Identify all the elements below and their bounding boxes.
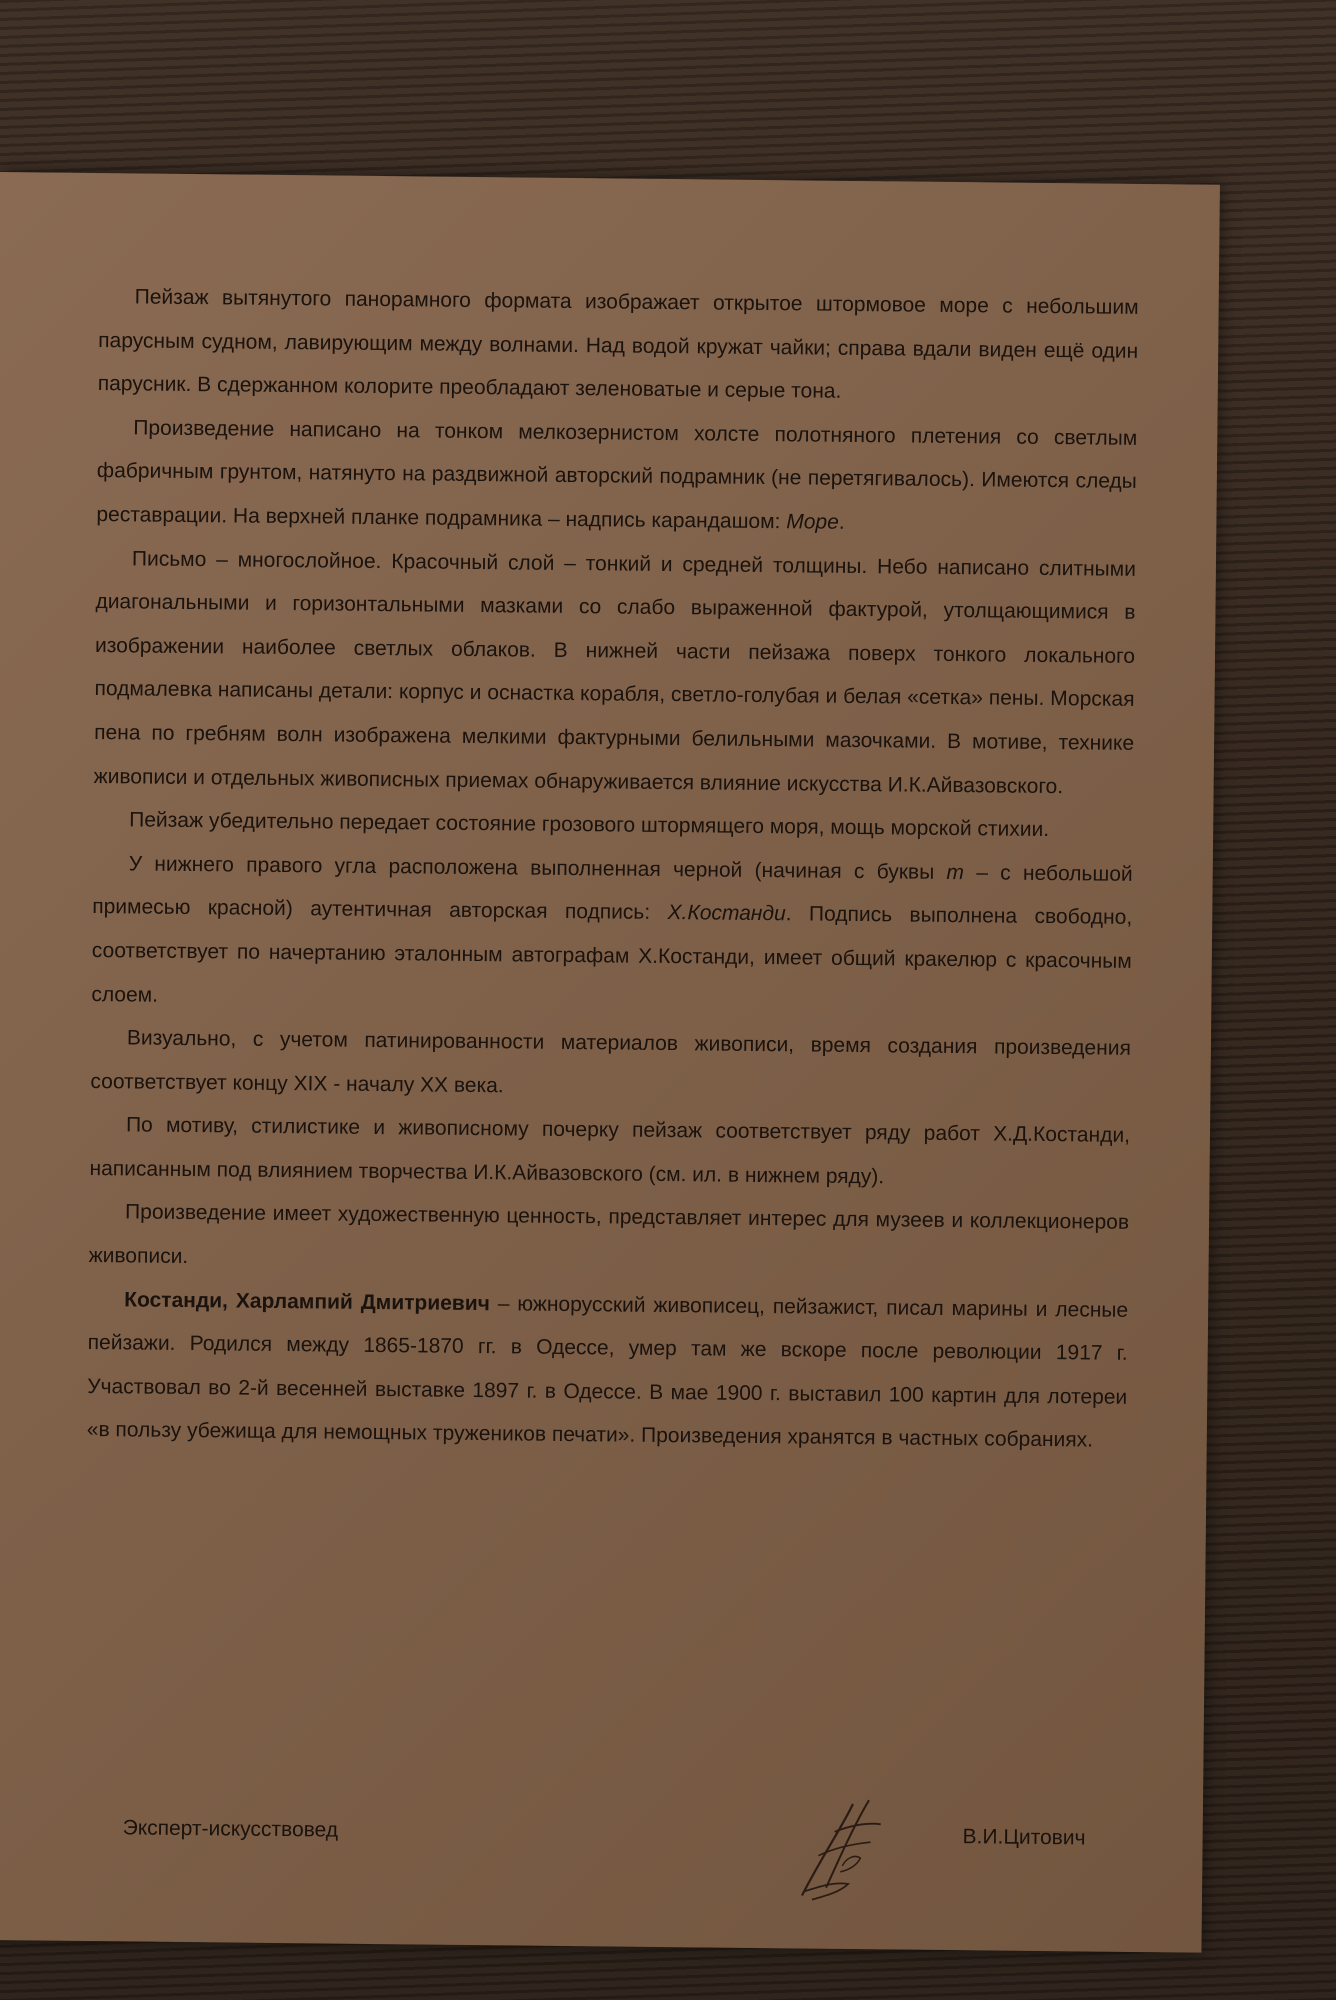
paragraph-dating bbox=[90, 1016, 1131, 1114]
letter-text: т bbox=[946, 860, 965, 884]
paragraph-text: Письмо – многослойное. Красочный слой – тонкий и средней толщины. Небо написано слитными диагональными и горизонтальными мазками со слабо выраженной фактурой, утолщающимися в изображении наиболее светлых облаков. В нижней части пейзажа поверх тонкого локального подмалевка написаны детали: корпус и оснастка корабля, светло-голубая и белая «сетка» пены. Морская пена по гребням волн изображена мелкими фактурными белильными мазочками. В мотиве, технике живописи и отдельных живописных приемах обнаруживается влияние искусства И.К.Айвазовского. bbox=[93, 546, 1137, 798]
paragraph-text-end: . Подпись выполнена свободно, соответствует по начертанию эталонным автографам Х.Костанди, имеет общий кракелюр с красочным слоем. bbox=[91, 902, 1133, 1007]
paragraph-text-middle: – с небольшой примесью красной) аутентичная авторская подпись: bbox=[92, 860, 1133, 925]
author-signature-text: Х.Костанди bbox=[667, 901, 786, 926]
paragraph-text: – южнорусский живописец, пейзажист, писал марины и лесные пейзажи. Родился между 1865-1870 гг. в Одессе, умер там же вскоре после революции 1917 г. Участвовал во 2-й весенней выставке 1897 г. в Одессе. В мае 1900 г. выставил 100 картин для лотереи «в пользу убежища для немощных тружеников печати». Произведения хранятся в частных собраниях. bbox=[86, 1291, 1129, 1452]
paragraph-text: У нижнего правого угла расположена выполненная черной (начиная с буквы bbox=[128, 852, 947, 884]
paragraph-description bbox=[98, 275, 1139, 417]
paragraph-technique bbox=[93, 537, 1136, 809]
document-footer bbox=[122, 1816, 1123, 1906]
document-body bbox=[87, 275, 1139, 1463]
paragraph-canvas bbox=[96, 406, 1137, 548]
paragraph-attribution bbox=[89, 1103, 1130, 1201]
paragraph-text: Произведение имеет художественную ценность, представляет интерес для музеев и коллекционеров живописи. bbox=[88, 1200, 1130, 1269]
paragraph-biography bbox=[87, 1278, 1129, 1463]
paragraph-value bbox=[88, 1190, 1129, 1288]
paragraph-text: Пейзаж убедительно передает состояние грозового штормящего моря, мощь морской стихии. bbox=[129, 808, 1050, 842]
handwritten-signature-icon bbox=[782, 1795, 893, 1906]
paragraph-text: Произведение написано на тонком мелкозернистом холсте полотняного плетения со светлым фабричным грунтом, натянуто на раздвижной авторский подрамник (не перетягивалось). Имеются следы реставрации. На верхней планке подрамника – надпись карандашом: bbox=[96, 416, 1138, 534]
document-sheet bbox=[0, 172, 1220, 1953]
expert-name: В.И.Цитович bbox=[962, 1825, 1086, 1850]
paragraph-text: Пейзаж вытянутого панорамного формата изображает открытое штормовое море с небольшим парусным судном, лавирующим между волнами. Над водой кружат чайки; справа вдали виден ещё один парусник. В сдержанном колорите преобладают зеленоватые и серые тона. bbox=[97, 285, 1139, 404]
artist-name: Костанди, Харлампий Дмитриевич bbox=[124, 1288, 491, 1315]
paragraph-text: По мотиву, стилистике и живописному почерку пейзаж соответствует ряду работ Х.Д.Костанди, написанным под влиянием творчества И.К.Айвазовского (см. ил. в нижнем ряду). bbox=[89, 1113, 1131, 1189]
expert-role: Эксперт-искусствовед bbox=[122, 1816, 339, 1842]
inscription-text: Море bbox=[786, 510, 839, 534]
paragraph-text-end: . bbox=[838, 510, 845, 534]
paragraph-signature bbox=[91, 842, 1133, 1027]
paragraph-text: Визуально, с учетом патинированности материалов живописи, время создания произведения соответствует концу XIX - началу XX века. bbox=[90, 1026, 1132, 1098]
